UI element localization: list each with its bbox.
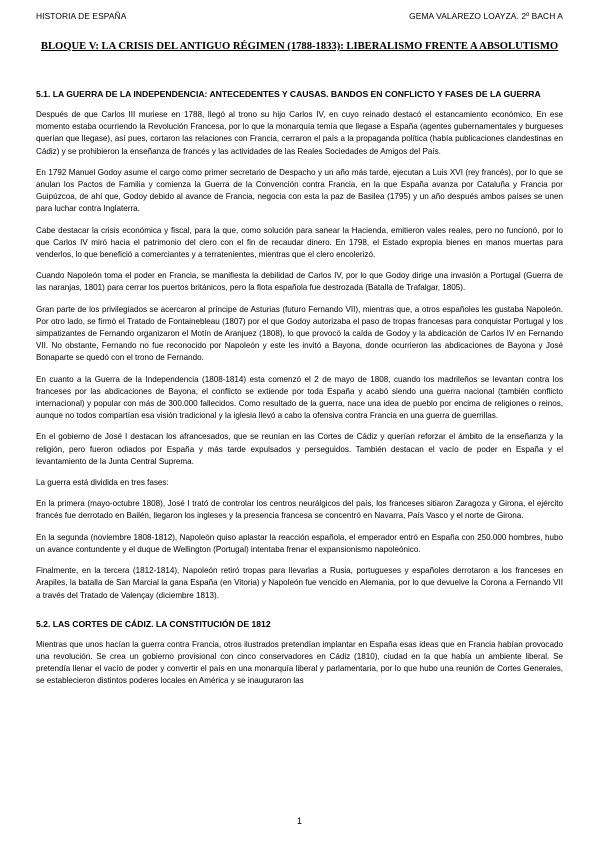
section-heading: 5.1. LA GUERRA DE LA INDEPENDENCIA: ANTECEDENTES Y CAUSAS. BANDOS EN CONFLICTO Y FASES DE LA GUERRA [36,89,541,99]
paragraph: La guerra está dividida en tres fases: [36,478,169,488]
paragraph: Mientras que unos hacían la guerra contra Francia, otros ilustrados pretendían implantar en España esas ideas que en Francia habían provocado una revolución. Se crea un gobierno provisional con cinco conservadores en Cádiz (1810), ciudad en la que había un ambiente liberal. Se pretendía llenar el vacío de poder y convertir el país en una monarquía liberal y parlamentaria, por lo que hubo una reunión de Cortes Generales, se establecieron distintos poderes locales en América y se inauguraron las [36,639,563,686]
paragraph: En 1792 Manuel Godoy asume el cargo como primer secretario de Despacho y un año más tarde, ejecutan a Luis XVI (rey francés), por lo que se anulan los Pactos de Familia y comienza la Guerra de la Convención contra Francia, en la que España avanza por Cataluña y Francia por Guipúzcoa, de ahí que, Godoy debido al avance de Francia, negocia con esta la paz de Basilea (1795) y un año después ambos países se unen para luchar contra Inglaterra. [36,167,563,214]
page-number: 1 [296,816,302,826]
paragraph: Gran parte de los privilegiados se acercaron al príncipe de Asturias (futuro Fernando VII), mientras que, a otros españoles les gustaba Napoleón. Por otro lado, se firmó el Tratado de Fontainebleau (1807) por el que Godoy autorizaba el paso de tropas francesas para conquistar Portugal y los simpatizantes de Fernando organizaron el Motín de Aranjuez (1808), lo que provocó la caída de Godoy y la abdicación de Carlos IV en Fernando VII. No obstante, Fernando no fue reconocido por Napoleón y este les invitó a Bayona, donde ocurrieron las abdicaciones de Bayona y José Bonaparte se quedó con el trono de Fernando. [36,304,563,363]
paragraph: Finalmente, en la tercera (1812-1814), Napoleón retiró tropas para llevarlas a Rusia, portugueses y españoles derrotaron a los franceses en Arapiles, la batalla de San Marcial la gana España (en Vitoria) y Napoleón fue vencido en Alemania, por lo que devuelve la Corona a Fernando VII a través del Tratado de Valençay (diciembre 1813). [36,566,563,600]
section-heading: 5.2. LAS CORTES DE CÁDIZ. LA CONSTITUCIÓN DE 1812 [36,618,271,629]
paragraph: Cuando Napoleón toma el poder en Francia, se manifiesta la debilidad de Carlos IV, por lo que Godoy dirige una invasión a Portugal (Guerra de las naranjas, 1801) para cerrar los puertos británicos, pero la flota española fue destrozada (Batalla de Trafalgar, 1805). [36,271,563,293]
document-title: BLOQUE V: LA CRISIS DEL ANTIGUO RÉGIMEN (1788-1833): LIBERALISMO FRENTE A ABSOLUTISMO [40,41,559,52]
page-header [36,11,563,21]
paragraph: En el gobierno de José I destacan los afrancesados, que se reunían en las Cortes de Cádiz y querían reforzar el ámbito de la enseñanza y la religión, pero fueron odiados por España y más tarde expulsados y perseguidos. También destacan el vacío de poder en España y el levantamiento de la Junta Central Suprema. [36,432,563,466]
paragraph: En la primera (mayo-octubre 1808), José I trató de controlar los centros neurálgicos del país, los franceses sitiaron Zaragoza y Girona, el ejército francés fue derrotado en Bailén, llegaron los ingleses y la presencia francesa se concentró en Navarra, País Vasco y el norte de Girona. [36,499,563,521]
paragraph: Cabe destacar la crisis económica y fiscal, para la que, como solución para sanear la Hacienda, emitieron vales reales, pero no funcionó, por lo que Carlos IV miró hacia el patrimonio del clero con el fin de recaudar dinero. En 1798, el Estado expropia bienes en manos muertas para venderlos, lo que benefició a comerciantes y a terratenientes, mientras que el clero encolerizó. [36,225,563,260]
header-author: GEMA VALAREZO LOAYZA. 2º BACH A [409,11,563,21]
paragraph: En la segunda (noviembre 1808-1812), Napoleón quiso aplastar la reacción española, el emperador entró en España con 250.000 hombres, hubo un avance contundente y el duque de Wellington (Portugal) intentaba frenar el expansionismo napoleónico. [36,532,563,554]
paragraph: En cuanto a la Guerra de la Independencia (1808-1814) esta comenzó el 2 de mayo de 1808, cuando los madrileños se levantan contra los franceses por las abdicaciones de Bayona, el conflicto se extiende por toda España y acabó siendo una guerra nacional (también conflicto internacional) y popular con más de 300.000 fallecidos. Como resultado de la guerra, nace una idea de pueblo por encima de religiones o reinos, aunque no todos compartían esa visión tradicional y la iglesia llevó a cabo la ofensiva contra Francia en una guerra de guerrillas. [36,374,563,421]
document-body [36,88,563,697]
paragraph: Después de que Carlos III muriese en 1788, llegó al trono su hijo Carlos IV, en cuyo reinado destacó el estancamiento económico. En ese momento estaba ocurriendo la Revolución Francesa, por lo que la monarquía temía que llegase a España (agentes gubernamentales y burgueses querían que llegase), así pues, cortaron las relaciones con Francia, cerraron el país a la propaganda política (había publicaciones clandestinas en Cádiz) y se prohibieron la enseñanza de francés y las actividades de las Reales Sociedades de Amigos del País. [36,110,563,156]
header-subject: HISTORIA DE ESPAÑA [36,11,127,21]
